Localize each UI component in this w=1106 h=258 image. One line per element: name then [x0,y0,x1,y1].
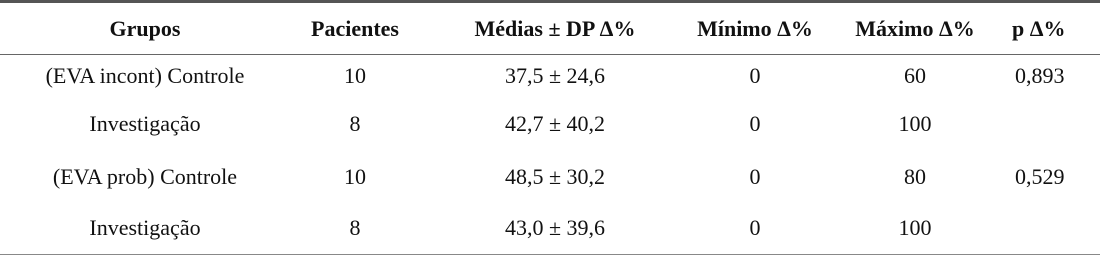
cell-grupo: (EVA prob) Controle [52,164,238,189]
cell-maximo: 100 [898,215,932,240]
header-maximo: Máximo Δ% [855,15,975,41]
cell-minimo: 0 [749,164,761,189]
table-row [0,204,1102,252]
table-bottom-rule [0,254,1100,255]
results-table [0,3,1102,252]
cell-pacientes: 10 [344,63,366,88]
cell-maximo: 60 [904,63,926,88]
cell-grupo: (EVA incont) Controle [45,63,245,88]
header-medias: Médias ± DP Δ% [474,15,636,41]
cell-maximo: 100 [898,111,932,136]
cell-minimo: 0 [749,215,761,240]
cell-minimo: 0 [749,111,761,136]
cell-media: 43,0 ± 39,6 [504,215,606,240]
cell-maximo: 80 [904,164,926,189]
cell-p: 0,893 [1015,63,1065,88]
cell-p [1010,204,1102,252]
cell-pacientes: 10 [344,164,366,189]
table-row [0,150,1102,204]
header-grupos: Grupos [109,15,181,41]
header-p: p Δ% [1012,15,1066,41]
header-pacientes: Pacientes [311,15,399,41]
cell-media: 42,7 ± 40,2 [504,111,606,136]
cell-grupo: Investigação [89,111,201,136]
table-row [0,54,1102,98]
header-row [0,3,1102,54]
cell-grupo: Investigação [89,215,201,240]
table-row [0,98,1102,150]
cell-media: 37,5 ± 24,6 [504,63,606,88]
cell-pacientes: 8 [349,111,361,136]
cell-p [1010,98,1102,150]
cell-minimo: 0 [749,63,761,88]
header-minimo: Mínimo Δ% [697,15,813,41]
cell-p: 0,529 [1015,164,1065,189]
cell-media: 48,5 ± 30,2 [504,164,606,189]
cell-pacientes: 8 [349,215,361,240]
